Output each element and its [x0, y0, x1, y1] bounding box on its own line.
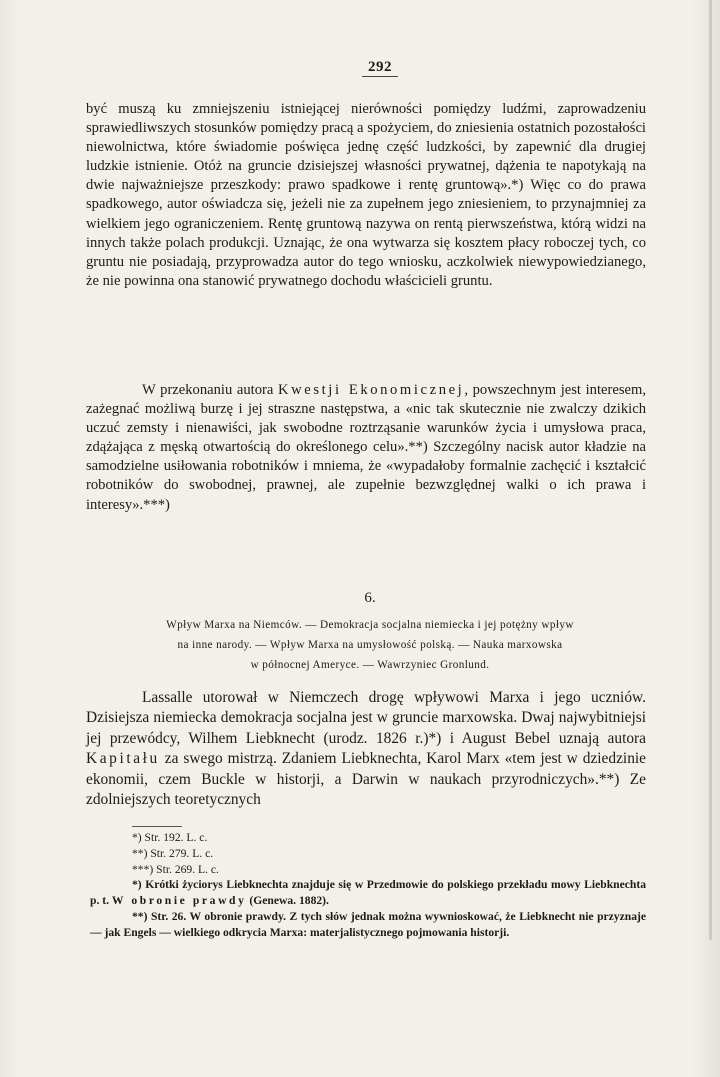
paragraph-3-text — [86, 688, 646, 810]
footnote-4-title: W obronie prawdy — [111, 894, 247, 908]
footnote-1: *) Str. 192. L. c. — [132, 831, 208, 844]
paragraph-2-rest: , powszechnym jest interesem, zażegnać możliwą burzę i jej straszne następstwa, a «nic tak skutecznie nie zwalczy dzikich uczuć zemsty i nienawiści, jak swobodne roztrząsanie warunków życia i umysłowa praca, zdążająca z męską otwartością do określonego celu».**) Szczególny nacisk autor kładzie na samodzielne usiłowania robotników i mniema, że «wypadałoby formalnie zachęcić i kształcić robotników do swobodnej, prawnej, ale zupełnie bezwzględnej walki o ich prawa i interesy».***) — [86, 382, 646, 513]
page-number: 292 — [362, 58, 398, 77]
section-summary — [92, 616, 648, 675]
book-title-kwestja: Kwestji Ekonomicznej — [278, 382, 465, 398]
footnote-4-end: (Genewa. 1882). — [246, 894, 329, 908]
footnotes — [90, 830, 646, 941]
section-number: 6. — [364, 590, 376, 606]
book-title-kapital: Kapitału — [86, 750, 160, 768]
paragraph-3-start: Lassalle utorował w Niemczech drogę wpływowi Marxa i jego uczniów. Dzisiejsza niemiecka demokracja socjalna jest w gruncie marxowska. Dwaj najwybitniejsi jej przewódcy, Wilhem Liebknecht (urodz. 1826 r.)*) i August Bebel uznają autora — [86, 689, 646, 747]
footnote-divider — [132, 826, 182, 827]
footnote-3: ***) Str. 269. L. c. — [132, 862, 219, 876]
paragraph-2 — [86, 381, 646, 515]
paragraph-3-rest: za swego mistrzą. Zdaniem Liebknechta, Karol Marx «tem jest w dziedzinie ekonomii, czem Buckle w historji, a Darwin w naukach przyrodniczych».**) Ze zdolniejszych teoretycznych — [86, 750, 646, 809]
page-edge-shadow — [709, 0, 712, 940]
footnote-5: **) Str. 26. W obronie prawdy. Z tych słów jednak można wywnioskować, że Liebknecht nie przyznaje — jak Engels — wielkiego odkrycia Marxa: materjalistycznego pojmowania historji. — [90, 909, 646, 939]
footnote-2: **) Str. 279. L. c. — [132, 846, 214, 860]
summary-line-2: na inne narody. — Wpływ Marxa na umysłowość polską. — Nauka marxowska — [177, 638, 563, 651]
paragraph-1-text: być muszą ku zmniejszeniu istniejącej nierówności pomiędzy ludźmi, zaprowadzeniu sprawiedliwszych stosunków pomiędzy pracą a spożyciem, do zniesienia ostatnich pozostałości niewolnictwa, które świadomie poświęca jednę część ludzkości, by zapewnić dla drugiej ludzkie istnienie. Otóż na gruncie dzisiejszej własności prywatnej, dążenia te napotykają na dwie najważniejsze przeszkody: prawo spadkowe i rentę gruntową».*) Więc co do prawa spadkowego, autor oświadcza się, jeżeli nie za zupełnem jego zniesieniem, to przynajmniej za wielkiem jego ograniczeniem. Rentę gruntową nazywa on rentą pierwszeństwa, którą widzi na innych także polach produkcji. Uznając, że ona wytwarza się kosztem płacy roboczej tych, co gruntu nie posiadają, przyprowadza autor do tego wniosku, aczkolwiek niewypowiedzianego, że nie powinna ona stanowić prywatnego dochodu właścicieli gruntu. — [86, 101, 646, 289]
summary-line-3: w północnej Ameryce. — Wawrzyniec Gronlund. — [250, 658, 490, 671]
footnote-4 — [90, 877, 646, 909]
paragraph-3 — [86, 688, 646, 810]
paragraph-2-text — [86, 381, 646, 515]
paragraph-1 — [86, 100, 646, 291]
summary-line-1: Wpływ Marxa na Niemców. — Demokracja socjalna niemiecka i jej potężny wpływ — [166, 619, 574, 631]
paragraph-2-start: W przekonaniu autora — [142, 382, 278, 398]
footnote-4-start: *) Krótki życiorys Liebknechta znajduje się w Przedmowie do polskiego przekładu mowy Liebknechta p. t. — [90, 878, 646, 908]
